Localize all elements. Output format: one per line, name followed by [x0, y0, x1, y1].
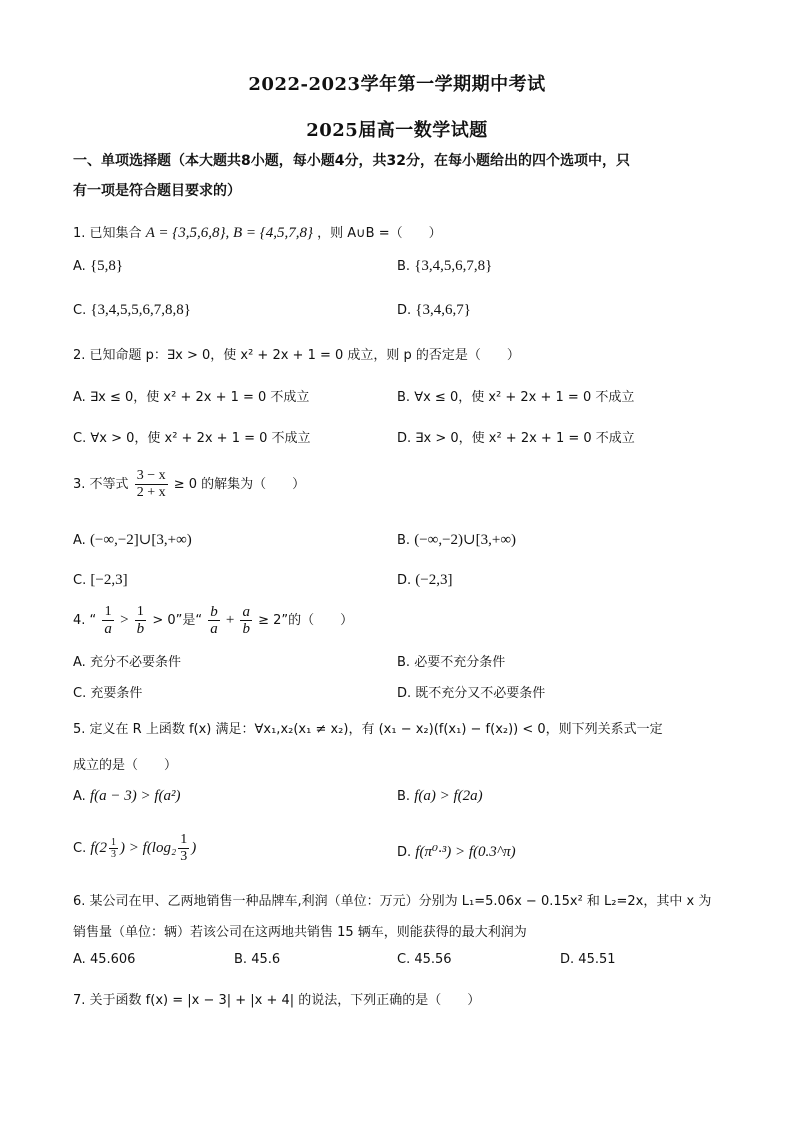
question-5-stem-line2: 成立的是（ ） — [73, 758, 178, 773]
exam-subtitle: 2025届高一数学试题 — [306, 120, 488, 141]
q4-option-d[interactable]: D. 既不充分又不必要条件 — [397, 686, 546, 701]
question-5-stem-line1: 5. 定义在 R 上函数 f(x) 满足：∀x₁,x₂(x₁ ≠ x₂)，有 (x₁ − x₂)(f(x₁) − f(x₂)) < 0，则下列关系式一定 — [73, 722, 663, 737]
q4-frac-a-over-b: $\frac{a}{b}$ — [242, 604, 250, 637]
q2-option-b[interactable]: B. ∀x ≤ 0，使 x² + 2x + 1 = 0 不成立 — [397, 390, 635, 405]
q3-option-d[interactable]: D. (−2,3] — [397, 572, 453, 588]
q2-option-a[interactable]: A. ∃x ≤ 0，使 x² + 2x + 1 = 0 不成立 — [73, 390, 310, 405]
q1-option-b[interactable]: B. {3,4,5,6,7,8} — [397, 258, 493, 274]
question-7-stem: 7. 关于函数 f(x) = |x − 3| + |x + 4| 的说法，下列正确的是（ ） — [73, 993, 481, 1008]
q5-option-a[interactable]: A. f(a − 3) > f(a²) — [73, 788, 181, 804]
q1-suffix: ，则 A∪B =（ ） — [317, 226, 442, 241]
q1-prefix: 1. 已知集合 — [73, 226, 142, 241]
q3-fraction: $\frac{3 - x}{2 + x}$ — [136, 468, 166, 500]
question-3-stem: 3. 不等式 $\frac{3 - x}{2 + x}$ ≥ 0 的解集为（ ） — [73, 468, 306, 500]
q4-frac-b-over-a: $\frac{b}{a}$ — [210, 604, 218, 637]
q4-option-c[interactable]: C. 充要条件 — [73, 686, 143, 701]
q6-option-c[interactable]: C. 45.56 — [397, 952, 452, 967]
q5-option-d[interactable]: D. f(π⁰·³) > f(0.3^π) — [397, 844, 516, 860]
question-4-stem: 4. “ $\frac{1}{a}$ > $\frac{1}{b}$ > 0”是“ $\frac{b}{a}$ + $\frac{a}{b}$ ≥ 2”的（ ） — [73, 604, 354, 637]
q2-option-c[interactable]: C. ∀x > 0，使 x² + 2x + 1 = 0 不成立 — [73, 431, 311, 446]
q2-option-d[interactable]: D. ∃x > 0，使 x² + 2x + 1 = 0 不成立 — [397, 431, 635, 446]
q4-frac-1-over-b: $\frac{1}{b}$ — [136, 604, 145, 637]
q4-option-b[interactable]: B. 必要不充分条件 — [397, 655, 506, 670]
q5-option-b[interactable]: B. f(a) > f(2a) — [397, 788, 483, 804]
q1-option-c[interactable]: C. {3,4,5,5,6,7,8,8} — [73, 302, 192, 318]
q1-option-d[interactable]: D. {3,4,6,7} — [397, 302, 471, 318]
q5-option-c[interactable]: C. f(2 $\frac{1}{3}$ ) > f(log₂ $\frac{1}{3}$ ) — [73, 832, 197, 864]
section-heading — [73, 146, 723, 206]
exam-title: 2022-2023学年第一学期期中考试 — [248, 74, 546, 95]
q4-frac-1-over-a: $\frac{1}{a}$ — [104, 604, 112, 637]
question-6-stem-line2: 销售量（单位：辆）若该公司在这两地共销售 15 辆车，则能获得的最大利润为 — [73, 925, 527, 940]
question-1-stem — [73, 222, 442, 242]
q1-option-a[interactable]: A. {5,8} — [73, 258, 124, 274]
q1-sets: A = {3,5,6,8}, B = {4,5,7,8} — [145, 225, 313, 241]
section-heading-line1: 一、单项选择题（本大题共8小题，每小题4分，共32分，在每小题给出的四个选项中，只 — [73, 153, 630, 169]
q5c-log-fraction: $\frac{1}{3}$ — [180, 832, 188, 864]
question-6-stem-line1: 6. 某公司在甲、乙两地销售一种品牌车,利润（单位：万元）分别为 L₁=5.06x − 0.15x² 和 L₂=2x，其中 x 为 — [73, 894, 712, 909]
q5c-exponent-fraction: $\frac{1}{3}$ — [111, 837, 117, 860]
q6-option-d[interactable]: D. 45.51 — [560, 952, 616, 967]
section-heading-line2: 有一项是符合题目要求的） — [73, 183, 241, 199]
q3-option-b[interactable]: B. (−∞,−2)∪[3,+∞) — [397, 532, 517, 548]
q4-option-a[interactable]: A. 充分不必要条件 — [73, 655, 181, 670]
question-2-stem: 2. 已知命题 p：∃x > 0，使 x² + 2x + 1 = 0 成立，则 p 的否定是（ ） — [73, 348, 520, 363]
q6-option-b[interactable]: B. 45.6 — [234, 952, 281, 967]
q3-option-c[interactable]: C. [−2,3] — [73, 572, 128, 588]
q6-option-a[interactable]: A. 45.606 — [73, 952, 136, 967]
q3-option-a[interactable]: A. (−∞,−2]∪[3,+∞) — [73, 532, 192, 548]
